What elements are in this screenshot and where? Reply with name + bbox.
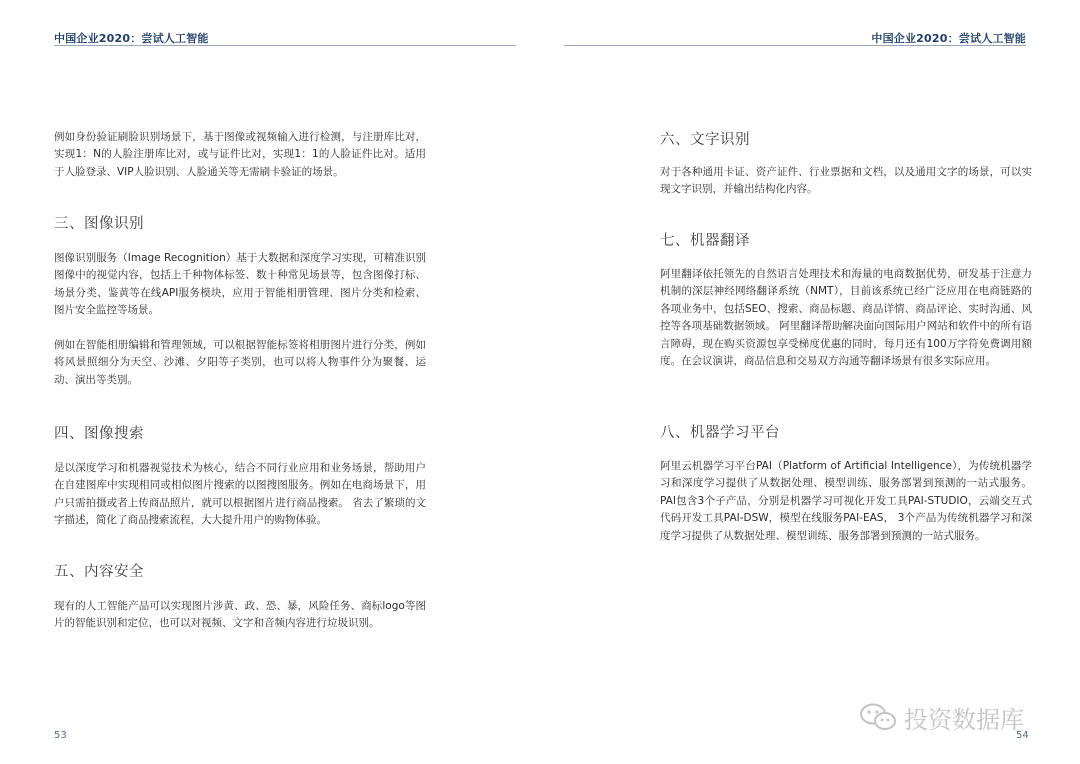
page-header-right: 中国企业2020：尝试人工智能 [871,32,1026,45]
section-3-paragraph-2: 例如在智能相册编辑和管理领域，可以根据智能标签将相册图片进行分类，例如将风景照细分为天空、沙滩、夕阳等子类别，也可以将人物事件分为聚餐、运动、演出等类别。 [54,339,426,386]
page-number-left: 53 [54,730,67,741]
section-8-title: 八、机器学习平台 [660,425,780,441]
section-3-title: 三、图像识别 [54,216,144,232]
intro-paragraph: 例如身份验证刷脸识别场景下，基于图像或视频输入进行检测，与注册库比对，实现1：N的人脸注册库比对，或与证件比对，实现1：1的人脸证件比对。适用于人脸登录、VIP人脸识别、人脸通关等无需刷卡验证的场景。 [54,131,426,178]
wechat-icon [858,702,898,732]
section-3-paragraph-1: 图像识别服务（Image Recognition）基于大数据和深度学习实现，可精准识别图像中的视觉内容，包括上千种物体标签、数十种常见场景等，包含图像打标、场景分类、鉴黄等在线API服务模块，应用于智能相册管理、图片分类和检索、图片安全监控等场景。 [54,252,426,317]
section-4-title: 四、图像搜索 [54,426,144,442]
section-6-paragraph-1: 对于各种通用卡证、资产证件、行业票据和文档，以及通用文字的场景，可以实现文字识别，并输出结构化内容。 [660,166,1032,196]
section-6-title: 六、文字识别 [660,132,750,148]
section-7-paragraph-1: 阿里翻译依托领先的自然语言处理技术和海量的电商数据优势，研发基于注意力机制的深层神经网络翻译系统（NMT），目前该系统已经广泛应用在电商链路的各项业务中，包括SEO、搜索、商品标题、商品详情、商品评论、实时沟通、风控等各项基础数据领域。 阿里翻译帮助解决面向国际用户网站和软件中的所有语言障碍，现在购买资源包享受梯度优惠的同时，每月还有100万字符免费调用额度。在会议演讲，商品信息和交易双方沟通等翻译场景有很多实际应用。 [660,268,1032,368]
section-8-paragraph-1: 阿里云机器学习平台PAI（Platform of Artificial Intelligence），为传统机器学习和深度学习提供了从数据处理、模型训练、服务部署到预测的一站式服务。PAI包含3个子产品，分别是机器学习可视化开发工具PAI-STUDIO，云端交互式代码开发工具PAI-DSW，模型在线服务PAI-EAS， 3个产品为传统机器学习和深度学习提供了从数据处理、模型训练、服务部署到预测的一站式服务。 [660,460,1032,542]
section-5-title: 五、内容安全 [54,564,144,580]
header-divider-right [564,45,1026,46]
header-divider-left [54,45,516,46]
section-7-title: 七、机器翻译 [660,233,750,249]
watermark-text: 投资数据库 [904,705,1024,734]
page-header-left: 中国企业2020：尝试人工智能 [54,32,209,45]
section-5-paragraph-1: 现有的人工智能产品可以实现图片涉黄、政、恐、暴，风险任务、商标logo等图片的智能识别和定位，也可以对视频、文字和音频内容进行垃圾识别。 [54,600,426,630]
section-4-paragraph-1: 是以深度学习和机器视觉技术为核心，结合不同行业应用和业务场景，帮助用户在自建图库中实现相同或相似图片搜索的以图搜图服务。例如在电商场景下，用户只需拍摄或者上传商品照片，就可以根据图片进行商品搜索。 省去了繁琐的文字描述，简化了商品搜索流程，大大提升用户的购物体验。 [54,462,426,527]
page-number-right: 54 [1016,730,1029,741]
watermark [858,702,1024,732]
